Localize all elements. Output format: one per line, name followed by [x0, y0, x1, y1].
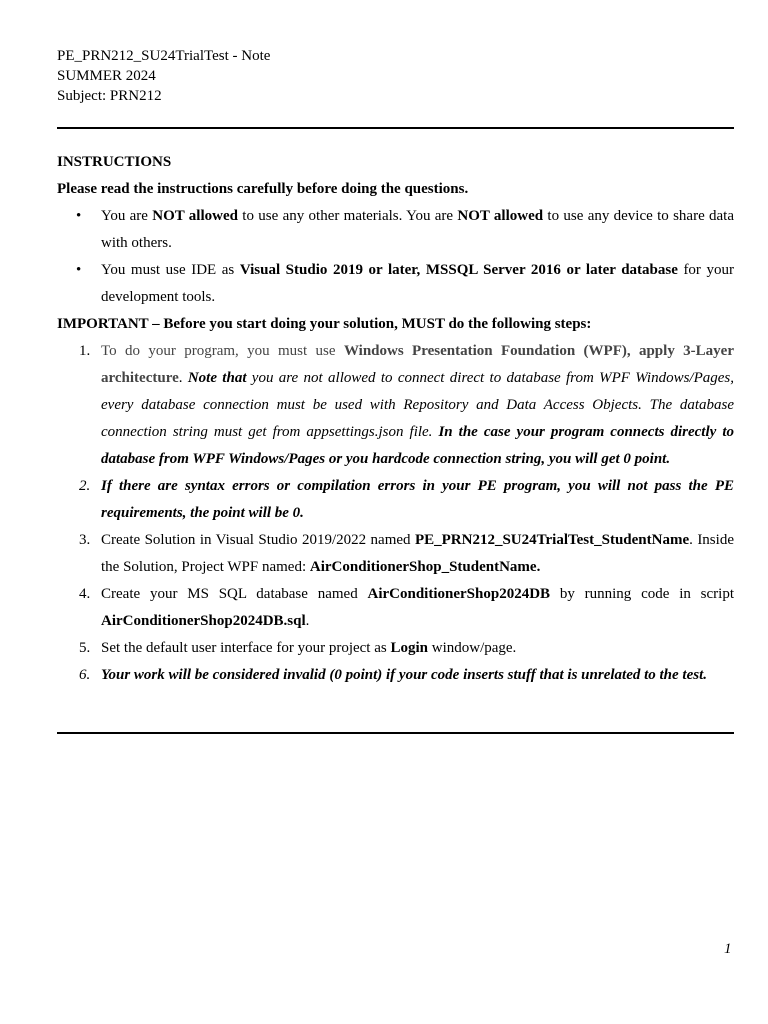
bullet-icon: •: [76, 208, 82, 224]
text-run: Create Solution in Visual Studio 2019/2022 named: [101, 532, 415, 548]
text-run-bold: PE_PRN212_SU24TrialTest_StudentName: [414, 532, 690, 548]
page-number: 1: [724, 941, 732, 957]
text-run: to use any device to share data with others.: [101, 208, 735, 251]
text-run-bold: AirConditionerShop_StudentName.: [309, 559, 541, 575]
list-item: [57, 635, 734, 662]
bottom-divider: [57, 732, 734, 734]
list-item: [57, 257, 734, 311]
instructions-subtitle: Please read the instructions carefully before doing the questions.: [57, 181, 469, 197]
list-item: [57, 473, 734, 527]
text-run: You must use IDE as: [101, 262, 240, 278]
list-item: [57, 203, 734, 257]
text-run: You are: [101, 208, 153, 224]
list-item: [57, 662, 734, 689]
document-body: [57, 149, 734, 689]
text-run-italic: you are not allowed to connect direct to database from WPF Windows/Pages, every database connection must be used with Repository and Data Access Objects. The database connection string must get from appsettings.json file.: [101, 370, 734, 440]
text-run-bold: Visual Studio 2019 or later, MSSQL Server 2016 or later database: [239, 262, 678, 278]
text-run: To do your program, you must use: [101, 343, 344, 359]
text-run: for your development tools.: [101, 262, 734, 305]
text-run: window/page.: [427, 640, 517, 656]
step-number: 1.: [79, 343, 91, 359]
text-run: by running code in script: [550, 586, 734, 602]
header-term: SUMMER 2024: [57, 68, 156, 84]
text-run: .: [178, 370, 188, 386]
header-subject: Subject: PRN212: [57, 88, 162, 104]
text-run: Set the default user interface for your project as: [101, 640, 391, 656]
instructions-list: [57, 203, 734, 311]
important-heading: IMPORTANT – Before you start doing your solution, MUST do the following steps:: [57, 316, 592, 332]
document-header: [57, 46, 270, 106]
text-run: .: [305, 613, 310, 629]
text-run-bold-italic: In the case your program connects directly to database from WPF Windows/Pages or you hardcode connection string, you will get 0 point.: [101, 424, 734, 467]
step-number: 2.: [79, 478, 91, 494]
header-title: PE_PRN212_SU24TrialTest - Note: [57, 48, 271, 64]
text-run-bold-italic: Your work will be considered invalid (0 point) if your code inserts stuff that is unrelated to the test.: [101, 667, 708, 683]
text-run: Create your MS SQL database named: [101, 586, 368, 602]
text-run: to use any other materials. You are: [237, 208, 458, 224]
list-item: [57, 527, 734, 581]
text-run-bold: NOT allowed: [152, 208, 238, 224]
text-run-bold: AirConditionerShop2024DB.sql: [101, 613, 306, 629]
instructions-title: INSTRUCTIONS: [57, 154, 172, 170]
step-number: 3.: [79, 532, 91, 548]
text-run-bold-italic: If there are syntax errors or compilation errors in your PE program, you will not pass the PE requirements, the point will be 0.: [101, 478, 734, 521]
text-run: . Inside the Solution, Project WPF named:: [101, 532, 734, 575]
text-run-bold: AirConditionerShop2024DB: [367, 586, 551, 602]
step-number: 4.: [79, 586, 91, 602]
text-run-bold: Login: [390, 640, 428, 656]
step-number: 5.: [79, 640, 91, 656]
list-item: [57, 581, 734, 635]
text-run-bold-italic: Note that: [187, 370, 247, 386]
top-divider: [57, 127, 734, 129]
steps-list: [57, 338, 734, 689]
step-number: 6.: [79, 667, 91, 683]
list-item: [57, 338, 734, 473]
text-run-bold: NOT allowed: [457, 208, 544, 224]
bullet-icon: •: [76, 262, 82, 278]
text-run-bold: Windows Presentation Foundation (WPF), apply 3-Layer architecture: [101, 343, 735, 386]
